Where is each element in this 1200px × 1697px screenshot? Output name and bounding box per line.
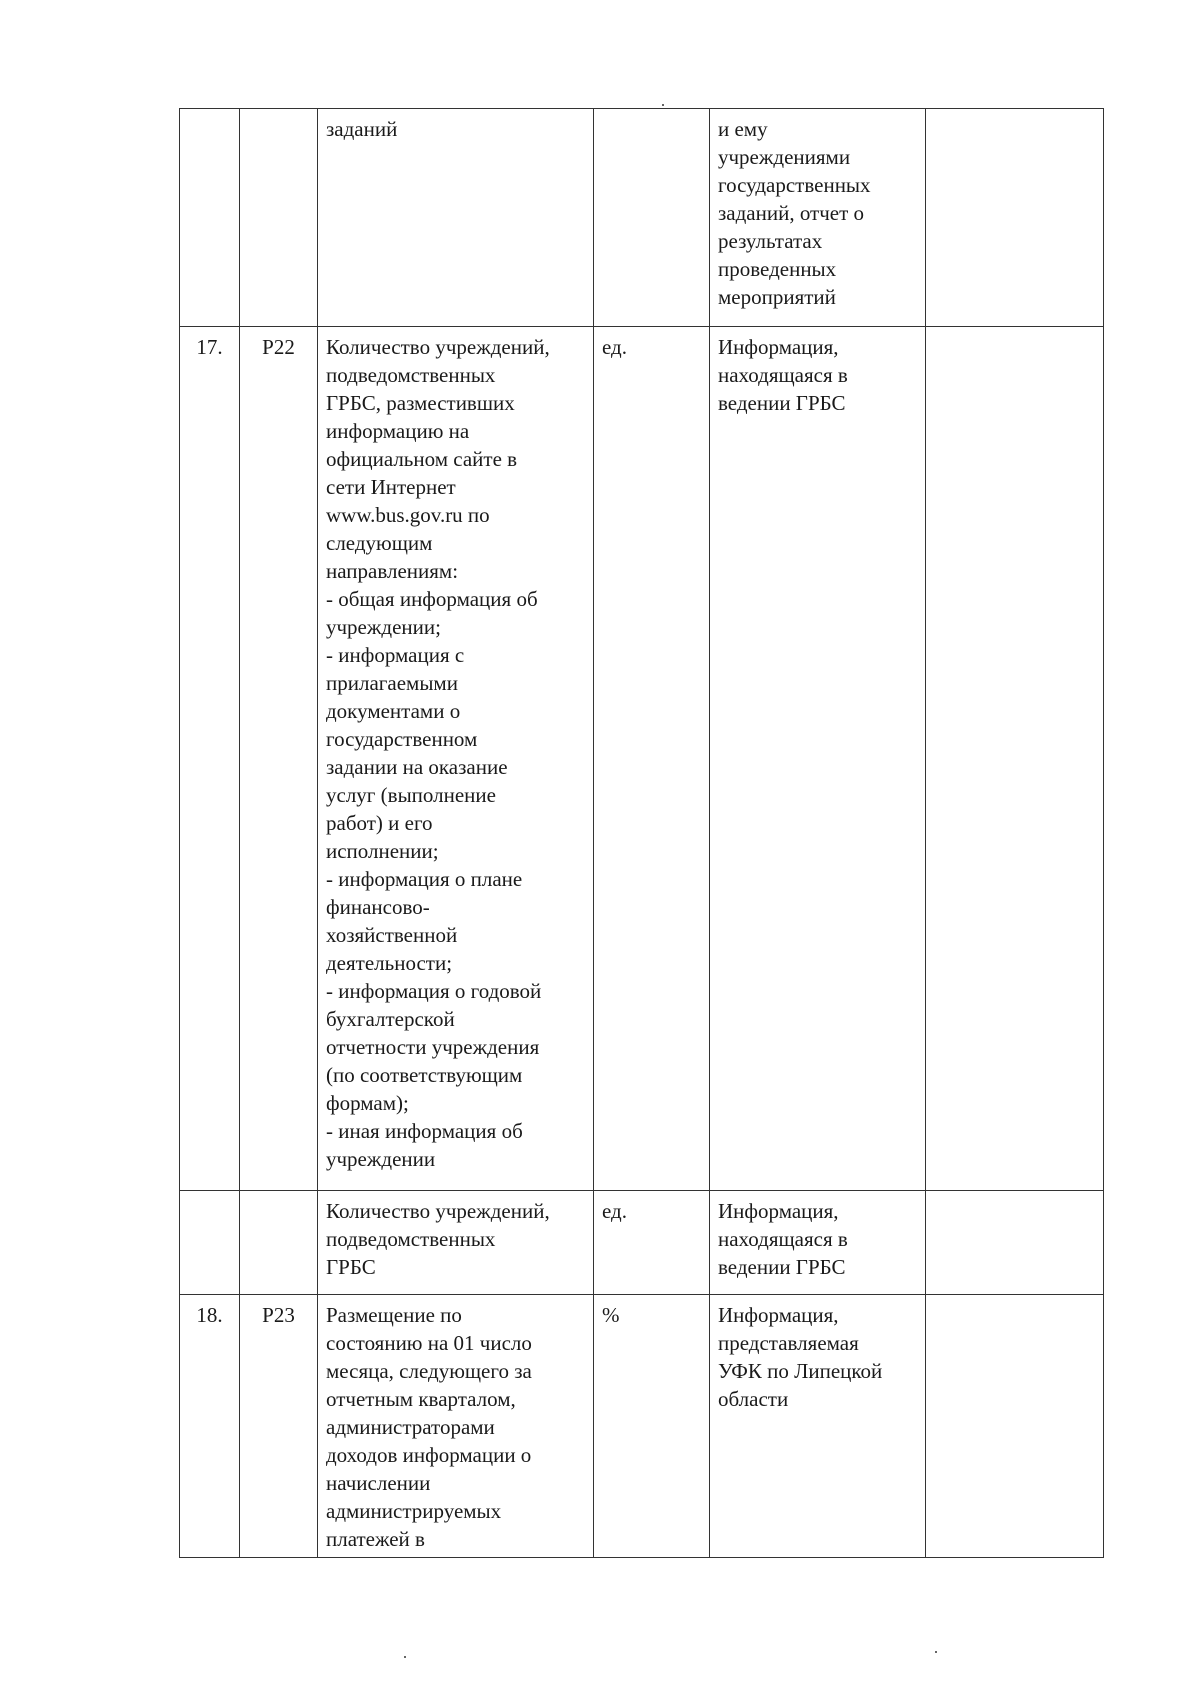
- note-cell: [926, 327, 1104, 1191]
- source-cell: [710, 327, 926, 1191]
- text-line: - информация с: [326, 643, 465, 667]
- text-line: задании на оказание: [326, 755, 508, 779]
- text-line: Информация,: [718, 335, 839, 359]
- text-line: Размещение по: [326, 1303, 462, 1327]
- unit-cell: [594, 109, 710, 327]
- text-line: хозяйственной: [326, 923, 458, 947]
- text-line: учреждении: [326, 1147, 436, 1171]
- text-line: бухгалтерской: [326, 1007, 455, 1031]
- source-cell: [710, 1295, 926, 1558]
- text-line: учреждении;: [326, 615, 441, 639]
- indicator-name-cell: [318, 109, 594, 327]
- text-line: и ему: [718, 117, 768, 141]
- note-cell: [926, 109, 1104, 327]
- indicator-code-cell: Р23: [240, 1295, 318, 1558]
- text-line: (по соответствующим: [326, 1063, 523, 1087]
- text-line: государственных: [718, 173, 871, 197]
- text-line: направлениям:: [326, 559, 459, 583]
- table-row: [180, 1295, 1104, 1558]
- text-line: ГРБС, разместивших: [326, 391, 515, 415]
- text-line: доходов информации о: [326, 1443, 532, 1467]
- text-line: отчетным кварталом,: [326, 1387, 516, 1411]
- indicator-name-cell: [318, 1191, 594, 1295]
- text-line: Количество учреждений,: [326, 1199, 550, 1223]
- text-line: формам);: [326, 1091, 409, 1115]
- text-line: области: [718, 1387, 789, 1411]
- text-line: Информация,: [718, 1199, 839, 1223]
- table-row: [180, 109, 1104, 327]
- text-line: заданий, отчет о: [718, 201, 865, 225]
- text-line: информацию на: [326, 419, 470, 443]
- text-line: представляемая: [718, 1331, 859, 1355]
- text-line: результатах: [718, 229, 823, 253]
- text-line: - иная информация об: [326, 1119, 523, 1143]
- text-line: заданий: [326, 117, 398, 141]
- text-line: официальном сайте в: [326, 447, 518, 471]
- scan-speck: [935, 1651, 937, 1653]
- text-line: подведомственных: [326, 363, 496, 387]
- source-cell: [710, 109, 926, 327]
- unit-cell: %: [594, 1295, 710, 1558]
- text-line: сети Интернет: [326, 475, 456, 499]
- text-line: подведомственных: [326, 1227, 496, 1251]
- row-number-cell: 17.: [180, 327, 240, 1191]
- row-number-cell: 18.: [180, 1295, 240, 1558]
- scan-speck: [404, 1656, 406, 1658]
- text-line: состоянию на 01 число: [326, 1331, 532, 1355]
- text-line: - общая информация об: [326, 587, 538, 611]
- text-line: работ) и его: [326, 811, 433, 835]
- indicator-code-cell: Р22: [240, 327, 318, 1191]
- text-line: www.bus.gov.ru по: [326, 503, 490, 527]
- table-row: [180, 327, 1104, 1191]
- text-line: администрируемых: [326, 1499, 502, 1523]
- source-cell: [710, 1191, 926, 1295]
- text-line: документами о: [326, 699, 461, 723]
- indicators-table: [179, 108, 1104, 1558]
- indicator-name-cell: [318, 1295, 594, 1558]
- text-line: ведении ГРБС: [718, 1255, 846, 1279]
- text-line: исполнении;: [326, 839, 439, 863]
- indicator-code-cell: [240, 1191, 318, 1295]
- row-number-cell: [180, 1191, 240, 1295]
- text-line: проведенных: [718, 257, 837, 281]
- unit-cell: ед.: [594, 1191, 710, 1295]
- text-line: ГРБС: [326, 1255, 376, 1279]
- text-line: учреждениями: [718, 145, 851, 169]
- text-line: отчетности учреждения: [326, 1035, 540, 1059]
- text-line: Количество учреждений,: [326, 335, 550, 359]
- text-line: следующим: [326, 531, 433, 555]
- text-line: мероприятий: [718, 285, 836, 309]
- text-line: находящаяся в: [718, 363, 848, 387]
- text-line: находящаяся в: [718, 1227, 848, 1251]
- indicator-code-cell: [240, 109, 318, 327]
- text-line: деятельности;: [326, 951, 453, 975]
- text-line: прилагаемыми: [326, 671, 458, 695]
- row-number-cell: [180, 109, 240, 327]
- text-line: начислении: [326, 1471, 431, 1495]
- text-line: ведении ГРБС: [718, 391, 846, 415]
- text-line: государственном: [326, 727, 478, 751]
- table-body: [180, 109, 1104, 1558]
- text-line: администраторами: [326, 1415, 495, 1439]
- text-line: услуг (выполнение: [326, 783, 496, 807]
- indicator-name-cell: [318, 327, 594, 1191]
- unit-cell: ед.: [594, 327, 710, 1191]
- text-line: Информация,: [718, 1303, 839, 1327]
- text-line: платежей в: [326, 1527, 425, 1551]
- scan-speck: [662, 104, 664, 106]
- note-cell: [926, 1191, 1104, 1295]
- text-line: - информация о годовой: [326, 979, 542, 1003]
- table-row: [180, 1191, 1104, 1295]
- text-line: финансово-: [326, 895, 430, 919]
- text-line: - информация о плане: [326, 867, 523, 891]
- note-cell: [926, 1295, 1104, 1558]
- text-line: месяца, следующего за: [326, 1359, 532, 1383]
- text-line: УФК по Липецкой: [718, 1359, 883, 1383]
